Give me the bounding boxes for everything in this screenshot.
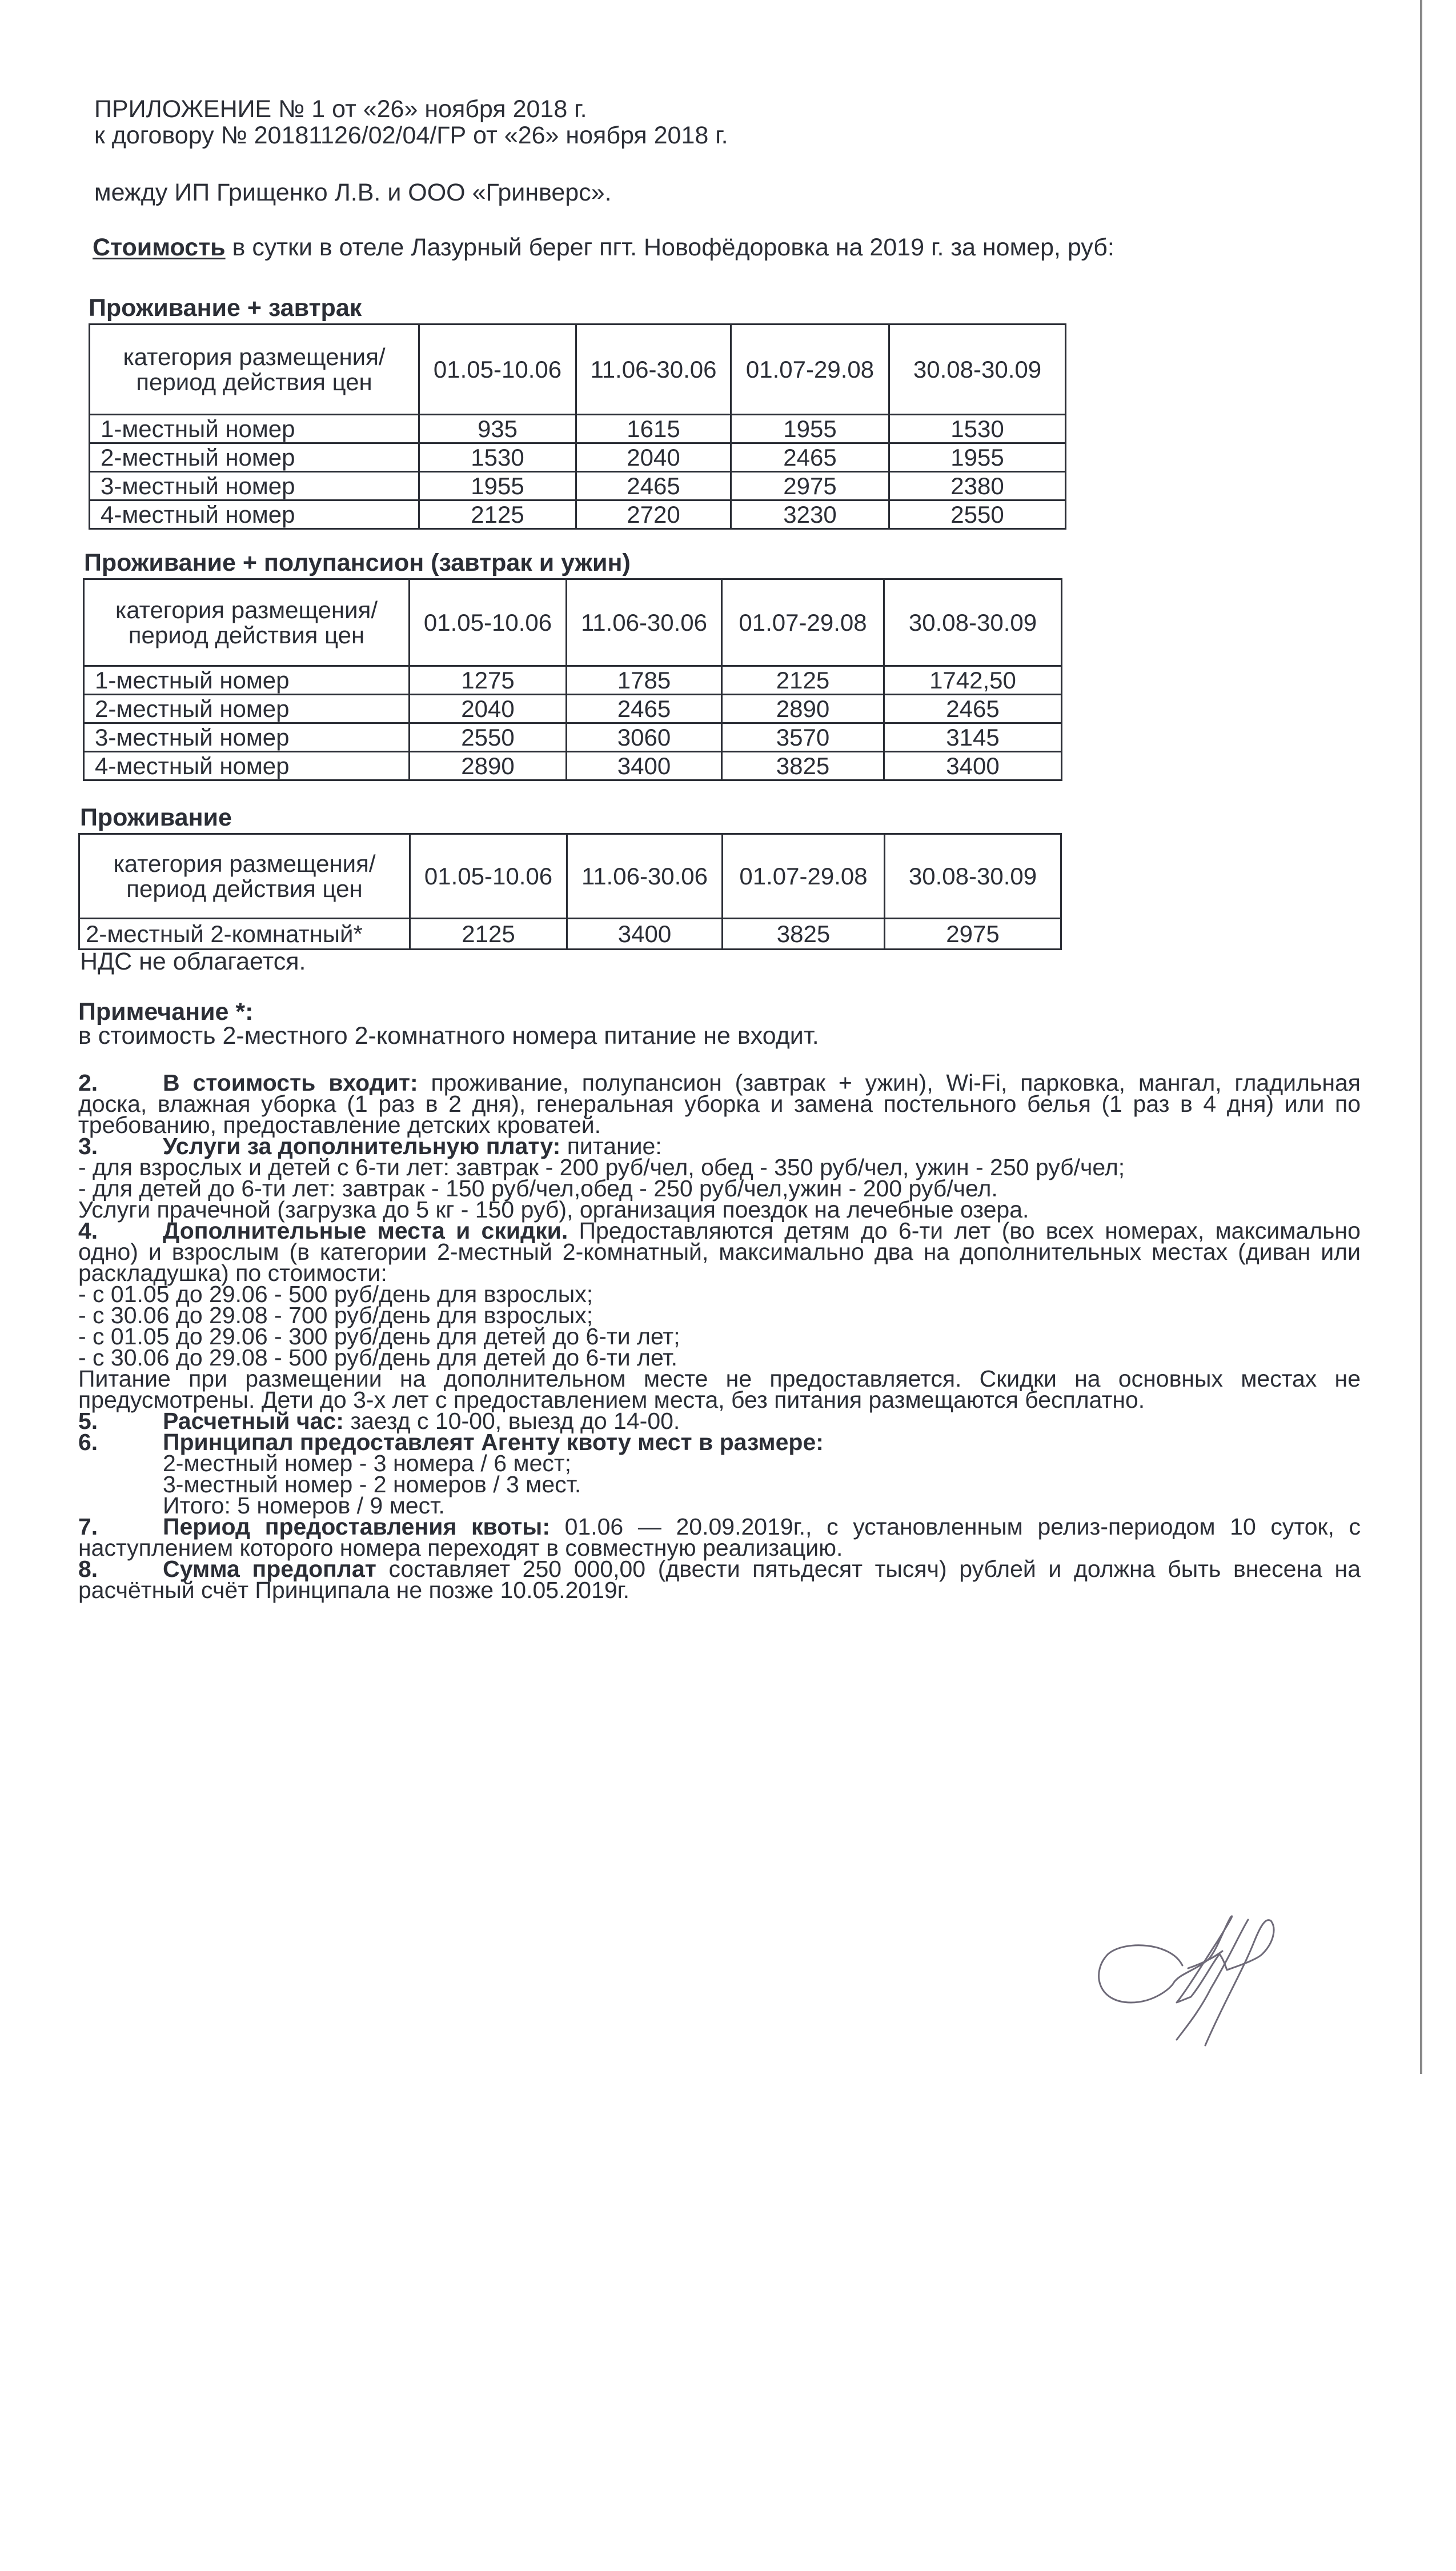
- signature: [1074, 1874, 1314, 2068]
- item-heading: Услуги за дополнительную плату:: [163, 1133, 561, 1159]
- vat-note: НДС не облагается.: [80, 948, 306, 975]
- price-cell: 2465: [731, 443, 889, 472]
- price-cell: 2125: [410, 919, 567, 950]
- scan-edge-line: [1420, 0, 1422, 2074]
- header-period: 30.08-30.09: [889, 325, 1066, 415]
- item-heading: Расчетный час:: [163, 1408, 344, 1434]
- price-cell: 2720: [576, 500, 731, 529]
- price-cell: 3400: [567, 752, 722, 780]
- header-period: 30.08-30.09: [884, 579, 1062, 666]
- table-row: [90, 443, 1066, 472]
- header-period: 01.05-10.06: [410, 579, 567, 666]
- table-row: [90, 415, 1066, 443]
- price-cell: 2465: [567, 695, 722, 723]
- table-row: [90, 500, 1066, 529]
- item-4-after: Питание при размещении на дополнительном месте не предоставляется. Скидки на основных местах не предусмотрены. Дети до 3-х лет с предоставлением места, без питания размещаются бесплатно.: [78, 1365, 1361, 1413]
- header-category: категория размещения/период действия цен: [90, 325, 419, 415]
- header-period: 01.07-29.08: [722, 579, 884, 666]
- price-cell: 2465: [884, 695, 1062, 723]
- price-cell: 3400: [884, 752, 1062, 780]
- note-text: в стоимость 2-местного 2-комнатного номера питание не входит.: [78, 1022, 819, 1050]
- price-cell: 3060: [567, 723, 722, 752]
- item-heading: Дополнительные места и скидки.: [163, 1218, 568, 1244]
- item-text: проживание, полупансион (завтрак + ужин), Wi-Fi, парковка, мангал, гладильная доска, влажная уборка (1 раз в 2 дня), генеральная уборка и замена постельного белья (1 раз в 4 дня) или по требованию, предоставление детских кроватей.: [78, 1070, 1361, 1138]
- item-number: 3.: [78, 1133, 98, 1159]
- cost-text: в сутки в отеле Лазурный берег пгт. Новофёдоровка на 2019 г. за номер, руб:: [225, 234, 1114, 261]
- price-cell: 3570: [722, 723, 884, 752]
- item-text: Предоставляются детям до 6-ти лет (во всех номерах, максимально одно) и взрослым (в категории 2-местный 2-комнатный, максимально два на дополнительных местах (диван или раскладушка) по стоимости:: [78, 1218, 1361, 1286]
- price-cell: 1742,50: [884, 666, 1062, 695]
- item-heading: Сумма предоплат: [163, 1556, 376, 1582]
- header-category: категория размещения/период действия цен: [79, 834, 410, 919]
- price-table-half-board: [83, 578, 1062, 781]
- item-text: составляет 250 000,00 (двести пятьдесят тысяч) рублей и должна быть внесена на расчётный счёт Принципала не позже 10.05.2019г.: [78, 1556, 1361, 1603]
- item-number: 2.: [78, 1070, 98, 1096]
- header-period: 11.06-30.06: [567, 834, 723, 919]
- header-period: 01.05-10.06: [419, 325, 576, 415]
- price-cell: 2890: [410, 752, 567, 780]
- item-heading: Период предоставления квоты:: [163, 1513, 550, 1540]
- item-text: 01.06 — 20.09.2019г., с установленным релиз-периодом 10 суток, с наступлением которого номера переходят в совместную реализацию.: [78, 1513, 1361, 1561]
- price-table-breakfast: [89, 323, 1066, 530]
- table-title-half-board: Проживание + полупансион (завтрак и ужин): [84, 549, 631, 576]
- price-cell: 3400: [567, 919, 723, 950]
- item-3-line: Услуги прачечной (загрузка до 5 кг - 150 руб), организация поездок на лечебные озера.: [78, 1196, 1029, 1223]
- contract-reference: к договору № 20181126/02/04/ГР от «26» ноября 2018 г.: [94, 122, 728, 149]
- price-cell: 2975: [731, 472, 889, 500]
- note-title: Примечание *:: [78, 998, 254, 1026]
- price-cell: 1530: [889, 415, 1066, 443]
- price-cell: 1785: [567, 666, 722, 695]
- header-period: 01.07-29.08: [723, 834, 885, 919]
- room-category: 3-местный номер: [84, 723, 410, 752]
- item-4-line: - с 30.06 до 29.08 - 500 руб/день для детей до 6-ти лет.: [78, 1344, 678, 1371]
- item-4: [78, 1220, 1361, 1284]
- price-table-accommodation: [78, 833, 1062, 950]
- header-period: 01.05-10.06: [410, 834, 567, 919]
- appendix-title: ПРИЛОЖЕНИЕ № 1 от «26» ноября 2018 г.: [94, 95, 587, 123]
- item-6-line: 3-местный номер - 2 номеров / 3 мест.: [163, 1471, 581, 1497]
- room-category: 4-местный номер: [90, 500, 419, 529]
- price-cell: 2550: [410, 723, 567, 752]
- item-number: 8.: [78, 1556, 98, 1582]
- price-cell: 2125: [722, 666, 884, 695]
- table-row: [84, 695, 1062, 723]
- item-number: 7.: [78, 1513, 98, 1540]
- table-row: [84, 723, 1062, 752]
- price-cell: 2550: [889, 500, 1066, 529]
- price-cell: 3825: [723, 919, 885, 950]
- room-category: 4-местный номер: [84, 752, 410, 780]
- item-4-line: - с 30.06 до 29.08 - 700 руб/день для взрослых;: [78, 1302, 593, 1328]
- room-category: 1-местный номер: [90, 415, 419, 443]
- room-category: 2-местный номер: [84, 695, 410, 723]
- header-period: 11.06-30.06: [576, 325, 731, 415]
- header-period: 30.08-30.09: [885, 834, 1061, 919]
- price-cell: 3145: [884, 723, 1062, 752]
- item-number: 4.: [78, 1218, 98, 1244]
- item-heading: Принципал предоставлеят Агенту квоту мест в размере:: [163, 1429, 824, 1455]
- item-heading: В стоимость входит:: [163, 1070, 418, 1096]
- table-row: [84, 666, 1062, 695]
- price-cell: 1615: [576, 415, 731, 443]
- item-number: 5.: [78, 1408, 98, 1434]
- price-cell: 2890: [722, 695, 884, 723]
- price-cell: 2975: [885, 919, 1061, 950]
- item-number: 6.: [78, 1429, 98, 1455]
- item-6-line: Итого: 5 номеров / 9 мест.: [163, 1492, 445, 1519]
- price-cell: 2125: [419, 500, 576, 529]
- cost-line: [93, 234, 1114, 261]
- header-category: категория размещения/период действия цен: [84, 579, 410, 666]
- price-cell: 2465: [576, 472, 731, 500]
- item-text: питание:: [560, 1133, 662, 1159]
- item-4-line: - с 01.05 до 29.06 - 300 руб/день для детей до 6-ти лет;: [78, 1323, 680, 1349]
- price-cell: 2040: [410, 695, 567, 723]
- item-8: [78, 1556, 1361, 1603]
- room-category: 2-местный 2-комнатный*: [79, 919, 410, 950]
- table-row: [79, 919, 1061, 950]
- header-period: 01.07-29.08: [731, 325, 889, 415]
- room-category: 3-местный номер: [90, 472, 419, 500]
- price-cell: 3230: [731, 500, 889, 529]
- item-6-line: 2-местный номер - 3 номера / 6 мест;: [163, 1450, 572, 1476]
- price-cell: 1955: [731, 415, 889, 443]
- item-3-line: - для детей до 6-ти лет: завтрак - 150 руб/чел,обед - 250 руб/чел,ужин - 200 руб/чел.: [78, 1175, 998, 1202]
- price-cell: 1955: [419, 472, 576, 500]
- price-cell: 1530: [419, 443, 576, 472]
- table-title-accommodation: Проживание: [80, 804, 232, 831]
- header-period: 11.06-30.06: [567, 579, 722, 666]
- cost-label: Стоимость: [93, 234, 226, 261]
- item-7: [78, 1513, 1361, 1561]
- terms-list: [78, 1072, 1361, 1601]
- price-cell: 1955: [889, 443, 1066, 472]
- room-category: 2-местный номер: [90, 443, 419, 472]
- parties-line: между ИП Грищенко Л.В. и ООО «Гринверс».: [94, 179, 612, 206]
- table-row: [84, 752, 1062, 780]
- price-cell: 2380: [889, 472, 1066, 500]
- price-cell: 1275: [410, 666, 567, 695]
- table-title-breakfast: Проживание + завтрак: [89, 294, 362, 322]
- item-2: [78, 1072, 1361, 1136]
- table-row: [90, 472, 1066, 500]
- item-3-line: - для взрослых и детей с 6-ти лет: завтрак - 200 руб/чел, обед - 350 руб/чел, ужин - 250 руб/чел;: [78, 1154, 1125, 1180]
- room-category: 1-местный номер: [84, 666, 410, 695]
- price-cell: 935: [419, 415, 576, 443]
- price-cell: 3825: [722, 752, 884, 780]
- item-4-line: - с 01.05 до 29.06 - 500 руб/день для взрослых;: [78, 1281, 593, 1307]
- price-cell: 2040: [576, 443, 731, 472]
- item-text: заезд с 10-00, выезд до 14-00.: [343, 1408, 680, 1434]
